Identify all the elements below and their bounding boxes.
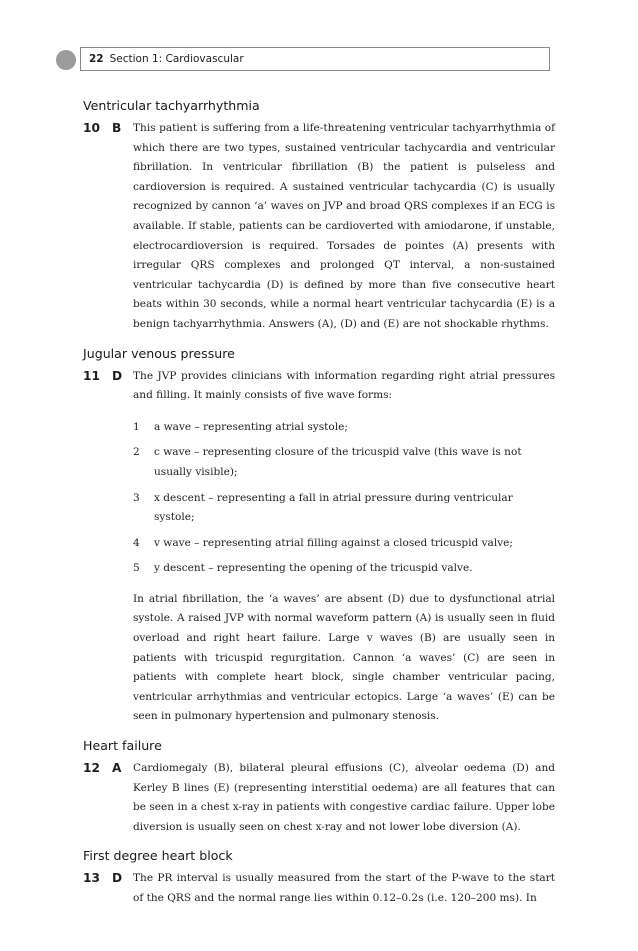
list-number: 4: [133, 536, 140, 549]
section-first-degree-heart-block: [83, 848, 555, 908]
page-number: 22: [89, 53, 104, 65]
list-number: 2: [133, 446, 140, 459]
list-item: [133, 559, 555, 579]
question-label: [83, 869, 133, 908]
question-number: 12: [83, 761, 100, 776]
answer-block: [83, 367, 555, 728]
question-label: [83, 119, 133, 335]
question-label: [83, 367, 133, 728]
section-ventricular-tachyarrhythmia: [83, 98, 555, 335]
list-item: [133, 443, 555, 482]
waveform-list: [133, 418, 555, 579]
page-marker-dot: [56, 50, 76, 70]
section-title: First degree heart block: [83, 848, 233, 864]
explanation-text: This patient is suffering from a life-threatening ventricular tachyarrhythmia of which there are two types, sustained ventricular tachycardia and ventricular fibrillation. In ventricular fibrillation (B) the patient is pulseless and cardioversion is required. A sustained ventricular tachycardia (C) is usually recognized by cannon ‘a’ waves on JVP and broad QRS complexes if an ECG is available. If stable, patients can be cardioverted with amiodarone, if unstable, electrocardioversion is required. Torsades de pointes (A) presents with irregular QRS complexes and prolonged QT interval, a non-sustained ventricular tachycardia (D) is defined by more than five consecutive heart beats within 30 seconds, while a normal heart ventricular tachycardia (E) is a benign tachyarrhythmia. Answers (A), (D) and (E) are not shockable rhythms.: [133, 122, 555, 330]
list-text: y descent – representing the opening of the tricuspid valve.: [154, 562, 473, 575]
list-number: 1: [133, 420, 140, 433]
list-text: v wave – representing atrial filling against a closed tricuspid valve;: [154, 536, 513, 549]
answer-block: [83, 869, 555, 908]
list-number: 5: [133, 562, 140, 575]
answer-letter: A: [111, 761, 122, 776]
question-number: 10: [83, 121, 100, 135]
running-title: Section 1: Cardiovascular: [109, 53, 244, 65]
section-jugular-venous-pressure: [83, 346, 555, 728]
explanation-text: The PR interval is usually measured from the start of the P-wave to the start of the QRS and the normal range lies within 0.12–0.2s (i.e. 120–200 ms). In: [133, 872, 555, 904]
list-item: [133, 534, 555, 554]
explanation-text: The JVP provides clinicians with information regarding right atrial pressures and filling. It mainly consists of five wave forms:: [133, 369, 555, 402]
section-title: Heart failure: [83, 738, 162, 754]
list-number: 3: [133, 491, 140, 504]
answer-letter: D: [111, 871, 123, 886]
page-body: [83, 98, 555, 920]
section-heart-failure: [83, 738, 555, 837]
explanation-body: [133, 367, 555, 728]
running-header: [80, 47, 550, 71]
answer-block: [83, 759, 555, 837]
list-text: x descent – representing a fall in atrial pressure during ventricular systole;: [154, 491, 513, 524]
question-number: 11: [83, 368, 100, 383]
explanation-text-continued: In atrial fibrillation, the ‘a waves’ are absent (D) due to dysfunctional atrial systole. A raised JVP with normal waveform pattern (A) is usually seen in fluid overload and right heart failure. Large v waves (B) are usually seen in patients with tricuspid regurgitation. Cannon ‘a waves’ (C) are seen in patients with complete heart block, single chamber ventricular pacing, ventricular arrhythmias and ventricular ectopics. Large ‘a waves’ (E) can be seen in pulmonary hypertension and pulmonary stenosis.: [133, 592, 555, 723]
list-text: a wave – representing atrial systole;: [154, 420, 348, 433]
question-number: 13: [83, 871, 100, 886]
explanation-text: Cardiomegaly (B), bilateral pleural effusions (C), alveolar oedema (D) and Kerley B lines (E) (representing interstitial oedema) are all features that can be seen in a chest x-ray in patients with congestive cardiac failure. Upper lobe diversion is usually seen on chest x-ray and not lower lobe diversion (A).: [133, 762, 555, 833]
section-title: Jugular venous pressure: [83, 345, 235, 361]
question-label: [83, 759, 133, 837]
answer-letter: D: [111, 368, 123, 383]
answer-letter: B: [111, 121, 122, 135]
list-text: c wave – representing closure of the tricuspid valve (this wave is not usually visible);: [154, 446, 522, 478]
list-item: [133, 418, 555, 438]
answer-block: [83, 119, 555, 335]
list-item: [133, 489, 555, 528]
section-title: Ventricular tachyarrhythmia: [83, 98, 260, 113]
